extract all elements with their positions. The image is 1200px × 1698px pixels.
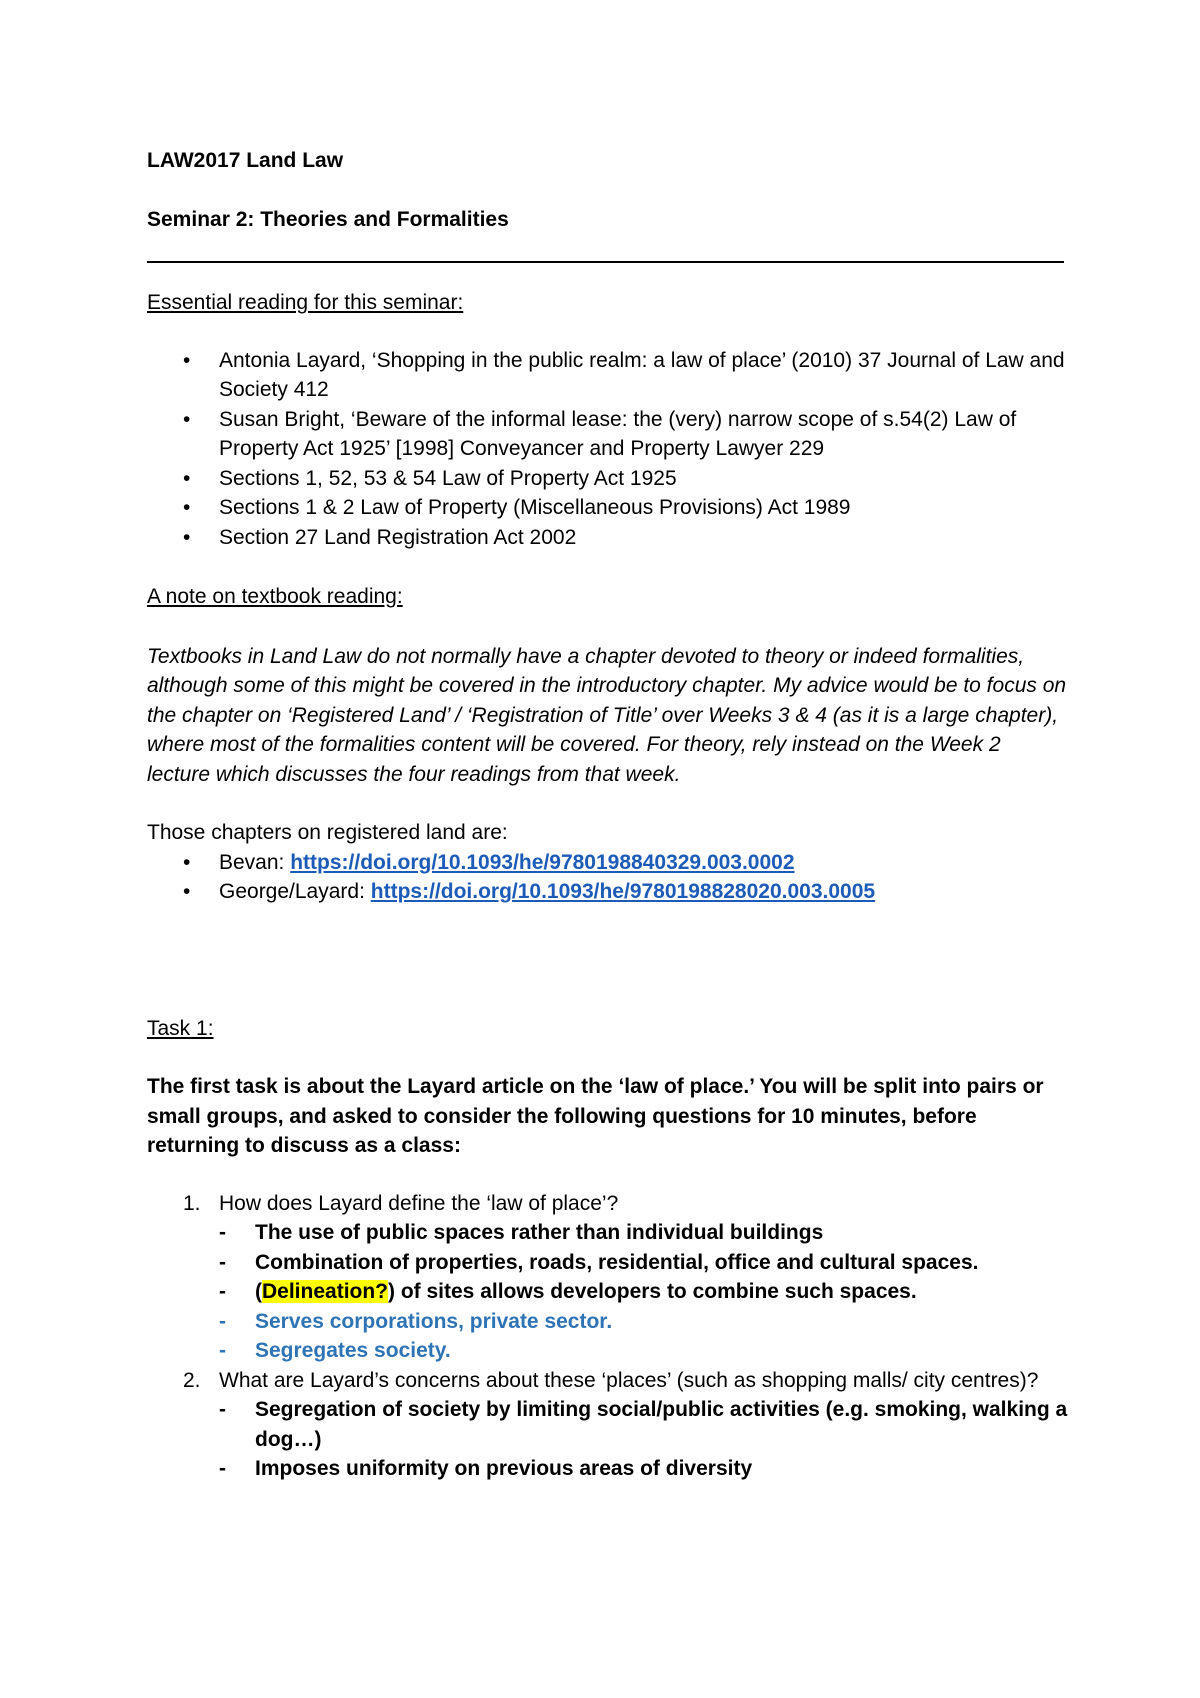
chapters-intro: Those chapters on registered land are: [147, 821, 508, 844]
course-title: LAW2017 Land Law [147, 149, 344, 172]
question-number: 1. [183, 1191, 201, 1215]
question-number: 2. [183, 1368, 201, 1392]
reading-item: • Sections 1, 52, 53 & 54 Law of Property Act 1925 [147, 464, 1069, 494]
document-page [147, 146, 1069, 1484]
question-item [147, 1366, 1069, 1484]
question-item [147, 1189, 1069, 1366]
chapter-links-list [147, 848, 1069, 907]
reading-item: • Susan Bright, ‘Beware of the informal lease: the (very) narrow scope of s.54(2) Law of Property Act 1925’ [1998] Conveyancer and Property Lawyer 229 [147, 405, 1069, 464]
question-text: How does Layard define the ‘law of place’? [219, 1191, 619, 1215]
answer-item: - The use of public spaces rather than individual buildings [219, 1218, 1069, 1248]
answer-item [219, 1277, 1069, 1307]
seminar-title: Seminar 2: Theories and Formalities [147, 207, 509, 231]
reading-item: • Section 27 Land Registration Act 2002 [147, 523, 1069, 553]
answer-list [219, 1218, 1069, 1366]
chapter-link-item [147, 877, 1069, 907]
answer-item-blue: - Segregates society. [219, 1336, 1069, 1366]
task1-questions [147, 1189, 1069, 1484]
answer-open-paren: ( [255, 1280, 262, 1303]
chapter-link-item [147, 848, 1069, 878]
answer-list [219, 1395, 1069, 1484]
horizontal-rule [147, 261, 1064, 263]
reading-item: • Antonia Layard, ‘Shopping in the public realm: a law of place’ (2010) 37 Journal of Law and Society 412 [147, 346, 1069, 405]
george-layard-doi-link[interactable]: https://doi.org/10.1093/he/9780198828020.003.0005 [370, 880, 876, 903]
essential-reading-list [147, 346, 1069, 553]
question-text: What are Layard’s concerns about these ‘places’ (such as shopping malls/ city centres)? [219, 1368, 1039, 1392]
reading-item: • Sections 1 & 2 Law of Property (Miscellaneous Provisions) Act 1989 [147, 493, 1069, 523]
answer-item-blue: - Serves corporations, private sector. [219, 1307, 1069, 1337]
task1-paragraph: The first task is about the Layard article on the ‘law of place.’ You will be split into pairs or small groups, and asked to consider the following questions for 10 minutes, before returning to discuss as a class: [147, 1075, 1044, 1157]
answer-item: - Segregation of society by limiting social/public activities (e.g. smoking, walking a dog…) [219, 1395, 1069, 1454]
chapter-link-label: George/Layard: [219, 880, 371, 903]
task1-heading: Task 1: [147, 1016, 214, 1040]
answer-item: - Imposes uniformity on previous areas of diversity [219, 1454, 1069, 1484]
bevan-doi-link[interactable]: https://doi.org/10.1093/he/9780198840329.003.0002 [290, 850, 795, 874]
highlighted-text: Delineation? [262, 1280, 389, 1303]
answer-rest: ) of sites allows developers to combine such spaces. [388, 1280, 917, 1303]
answer-item: - Combination of properties, roads, residential, office and cultural spaces. [219, 1248, 1069, 1278]
essential-reading-heading: Essential reading for this seminar: [147, 291, 464, 314]
textbook-note-paragraph: Textbooks in Land Law do not normally have a chapter devoted to theory or indeed formalities, although some of this might be covered in the introductory chapter. My advice would be to focus on the chapter on ‘Registered Land’ / ‘Registration of Title’ over Weeks 3 & 4 (as it is a large chapter), where most of the formalities content will be covered. For theory, rely instead on the Week 2 lecture which discusses the four readings from that week. [147, 644, 1067, 786]
textbook-note-heading: A note on textbook reading: [147, 585, 403, 608]
chapter-link-label: Bevan: [219, 850, 291, 874]
